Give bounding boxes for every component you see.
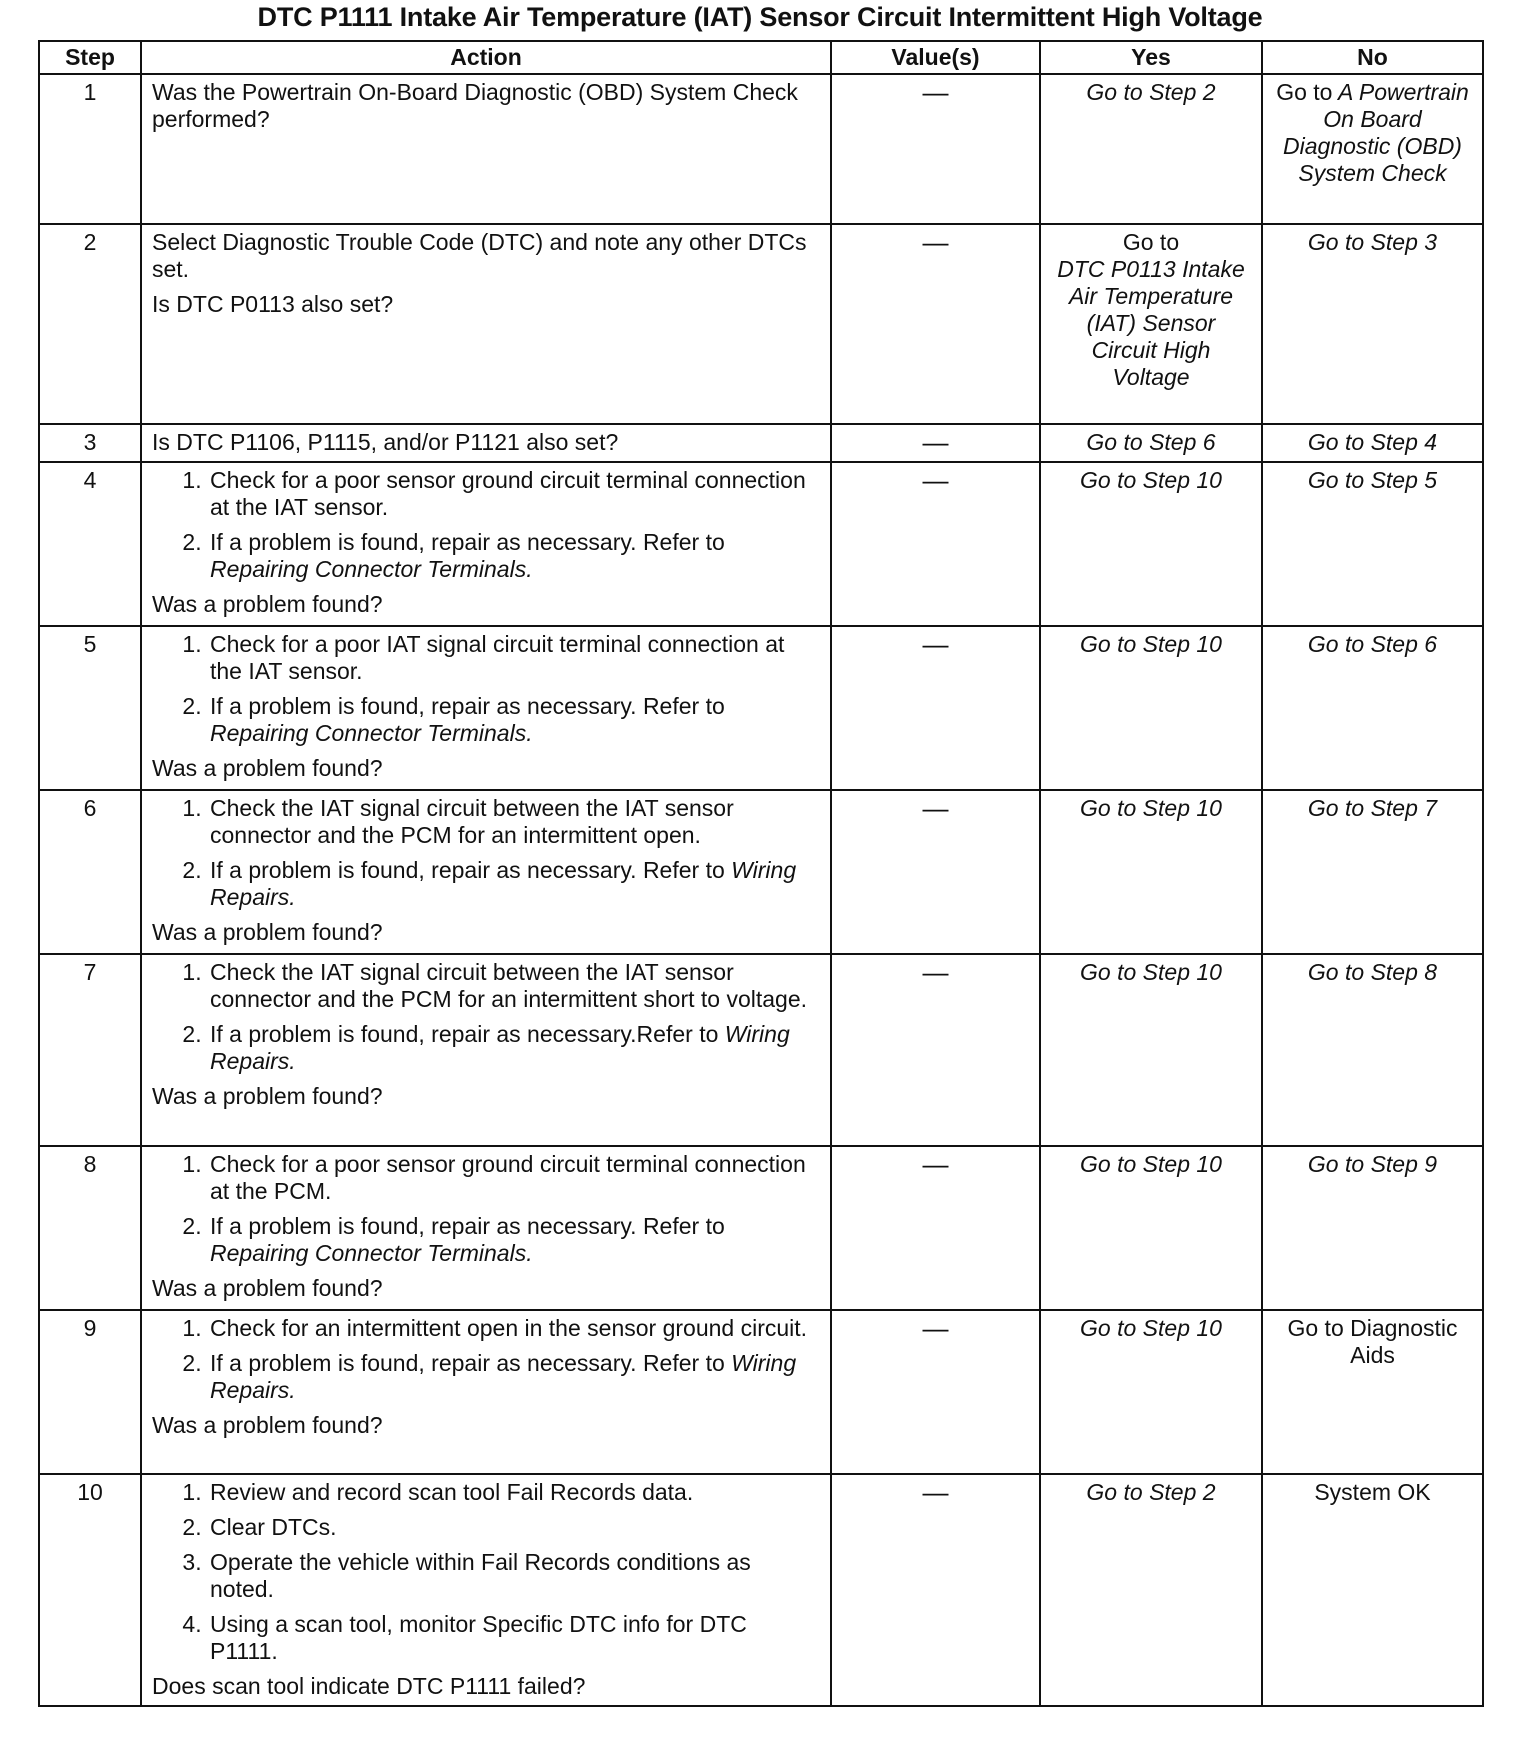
value-cell: — (831, 626, 1040, 790)
step-number: 5 (39, 626, 141, 790)
action-text: Select Diagnostic Trouble Code (DTC) and note any other DTCs set. (152, 229, 807, 282)
value-cell: — (831, 424, 1040, 462)
action-question: Is DTC P0113 also set? (152, 291, 394, 317)
no-cell (1262, 1146, 1483, 1310)
value-cell: — (831, 462, 1040, 626)
action-item (208, 1350, 820, 1404)
value-cell: — (831, 74, 1040, 224)
yes-link[interactable]: Go to Step 6 (1086, 429, 1216, 455)
table-row (39, 462, 1483, 626)
action-question: Was a problem found? (152, 755, 383, 781)
yes-cell (1040, 1474, 1262, 1706)
action-list (152, 795, 820, 911)
reference-link[interactable]: Wiring Repairs. (210, 1350, 797, 1403)
action-cell (141, 224, 831, 424)
action-cell (141, 954, 831, 1146)
table-row (39, 224, 1483, 424)
header-yes: Yes (1040, 41, 1262, 74)
step-number: 1 (39, 74, 141, 224)
no-link[interactable]: Go to Step 4 (1307, 429, 1438, 455)
action-item: 2. Clear DTCs. (208, 1514, 820, 1541)
yes-cell (1040, 424, 1262, 462)
step-number: 6 (39, 790, 141, 954)
action-item-text: If a problem is found, repair as necessary. Refer to (210, 693, 725, 719)
reference-link[interactable]: Repairing Connector Terminals. (210, 1240, 533, 1266)
action-question: Is DTC P1106, P1115, and/or P1121 also set? (152, 429, 619, 455)
table-row (39, 74, 1483, 224)
no-link[interactable]: A Powertrain On Board Diagnostic (OBD) System Check (1283, 79, 1469, 186)
value-cell: — (831, 954, 1040, 1146)
action-item: 3. Operate the vehicle within Fail Records conditions as noted. (208, 1549, 820, 1603)
yes-link[interactable]: DTC P0113 Intake Air Temperature (IAT) Sensor Circuit High Voltage (1057, 256, 1245, 390)
no-cell (1262, 626, 1483, 790)
step-number: 7 (39, 954, 141, 1146)
no-link[interactable]: Go to Step 6 (1307, 631, 1438, 657)
yes-link[interactable]: Go to Step 10 (1080, 795, 1222, 821)
action-item-text: If a problem is found, repair as necessary. Refer to (210, 857, 725, 883)
table-row (39, 790, 1483, 954)
action-item (208, 857, 820, 911)
value-cell: — (831, 1310, 1040, 1474)
action-item-text: If a problem is found, repair as necessary.Refer to (210, 1021, 719, 1047)
yes-link[interactable]: Go to Step 10 (1080, 467, 1222, 493)
header-values: Value(s) (831, 41, 1040, 74)
action-item (208, 1213, 820, 1267)
action-item-text: If a problem is found, repair as necessary. Refer to (210, 1213, 725, 1239)
no-link[interactable]: Go to Step 5 (1307, 467, 1438, 493)
action-question: Does scan tool indicate DTC P1111 failed? (152, 1673, 586, 1699)
no-link[interactable]: Go to Diagnostic Aids (1287, 1315, 1458, 1368)
value-cell: — (831, 1474, 1040, 1706)
action-list (152, 1151, 820, 1267)
action-item: 1. Check for an intermittent open in the sensor ground circuit. (208, 1315, 820, 1342)
action-item-text: If a problem is found, repair as necessary. Refer to (210, 1350, 725, 1376)
action-question: Was a problem found? (152, 1412, 383, 1438)
no-prefix: Go to (1276, 79, 1333, 105)
yes-link[interactable]: Go to Step 2 (1086, 1479, 1216, 1505)
step-number: 2 (39, 224, 141, 424)
action-cell (141, 626, 831, 790)
step-number: 4 (39, 462, 141, 626)
no-cell (1262, 74, 1483, 224)
value-cell: — (831, 1146, 1040, 1310)
no-link[interactable]: Go to Step 7 (1307, 795, 1438, 821)
header-row (39, 41, 1483, 74)
action-item (208, 1021, 820, 1075)
action-text: Was the Powertrain On-Board Diagnostic (OBD) System Check performed? (152, 79, 798, 132)
yes-link[interactable]: Go to Step 10 (1080, 631, 1222, 657)
action-cell (141, 74, 831, 224)
header-step: Step (39, 41, 141, 74)
reference-link[interactable]: Repairing Connector Terminals. (210, 556, 533, 582)
action-item: 4. Using a scan tool, monitor Specific DTC info for DTC P1111. (208, 1611, 820, 1665)
yes-link[interactable]: Go to Step 10 (1080, 1151, 1222, 1177)
diagnostic-table (38, 40, 1484, 1707)
action-cell (141, 462, 831, 626)
yes-cell (1040, 462, 1262, 626)
reference-link[interactable]: Wiring Repairs. (210, 857, 797, 910)
table-row (39, 424, 1483, 462)
action-cell (141, 1146, 831, 1310)
page-title: DTC P1111 Intake Air Temperature (IAT) Sensor Circuit Intermittent High Voltage (257, 2, 1263, 32)
action-item (208, 693, 820, 747)
table-row (39, 954, 1483, 1146)
yes-prefix: Go to (1122, 229, 1180, 255)
action-item: 1. Review and record scan tool Fail Records data. (208, 1479, 820, 1506)
action-cell (141, 1310, 831, 1474)
action-question: Was a problem found? (152, 591, 383, 617)
table-row (39, 1310, 1483, 1474)
no-link[interactable]: Go to Step 9 (1307, 1151, 1438, 1177)
reference-link[interactable]: Repairing Connector Terminals. (210, 720, 533, 746)
yes-link[interactable]: Go to Step 2 (1086, 79, 1216, 105)
action-question: Was a problem found? (152, 1083, 383, 1109)
yes-cell (1040, 224, 1262, 424)
table-row (39, 1146, 1483, 1310)
no-cell (1262, 224, 1483, 424)
value-cell: — (831, 224, 1040, 424)
yes-cell (1040, 74, 1262, 224)
table-row (39, 1474, 1483, 1706)
no-cell (1262, 462, 1483, 626)
step-number: 8 (39, 1146, 141, 1310)
action-cell (141, 424, 831, 462)
action-item: 1. Check for a poor sensor ground circuit terminal connection at the PCM. (208, 1151, 820, 1205)
no-result: System OK (1314, 1479, 1431, 1505)
step-number: 9 (39, 1310, 141, 1474)
no-link[interactable]: Go to Step 8 (1307, 959, 1438, 985)
action-item (208, 529, 820, 583)
header-no: No (1262, 41, 1483, 74)
action-question: Was a problem found? (152, 1275, 383, 1301)
action-cell (141, 1474, 831, 1706)
value-cell: — (831, 790, 1040, 954)
yes-link[interactable]: Go to Step 10 (1080, 959, 1222, 985)
action-item: 1. Check for a poor IAT signal circuit terminal connection at the IAT sensor. (208, 631, 820, 685)
reference-link[interactable]: Wiring Repairs. (210, 1021, 790, 1074)
step-number: 3 (39, 424, 141, 462)
action-list (152, 1479, 820, 1665)
yes-cell (1040, 790, 1262, 954)
yes-cell (1040, 954, 1262, 1146)
yes-cell (1040, 1146, 1262, 1310)
action-item: 1. Check the IAT signal circuit between the IAT sensor connector and the PCM for an intermittent short to voltage. (208, 959, 820, 1013)
action-item-text: If a problem is found, repair as necessary. Refer to (210, 529, 725, 555)
action-item: 1. Check the IAT signal circuit between the IAT sensor connector and the PCM for an intermittent open. (208, 795, 820, 849)
no-link[interactable]: Go to Step 3 (1307, 229, 1438, 255)
yes-link[interactable]: Go to Step 10 (1080, 1315, 1222, 1341)
action-cell (141, 790, 831, 954)
no-cell (1262, 790, 1483, 954)
action-item: 1. Check for a poor sensor ground circuit terminal connection at the IAT sensor. (208, 467, 820, 521)
action-list (152, 1315, 820, 1404)
yes-cell (1040, 626, 1262, 790)
no-cell (1262, 954, 1483, 1146)
action-list (152, 467, 820, 583)
table-row (39, 626, 1483, 790)
no-cell (1262, 1310, 1483, 1474)
action-list (152, 631, 820, 747)
yes-cell (1040, 1310, 1262, 1474)
header-action: Action (141, 41, 831, 74)
action-question: Was a problem found? (152, 919, 383, 945)
step-number: 10 (39, 1474, 141, 1706)
no-cell (1262, 424, 1483, 462)
action-list (152, 959, 820, 1075)
no-cell (1262, 1474, 1483, 1706)
